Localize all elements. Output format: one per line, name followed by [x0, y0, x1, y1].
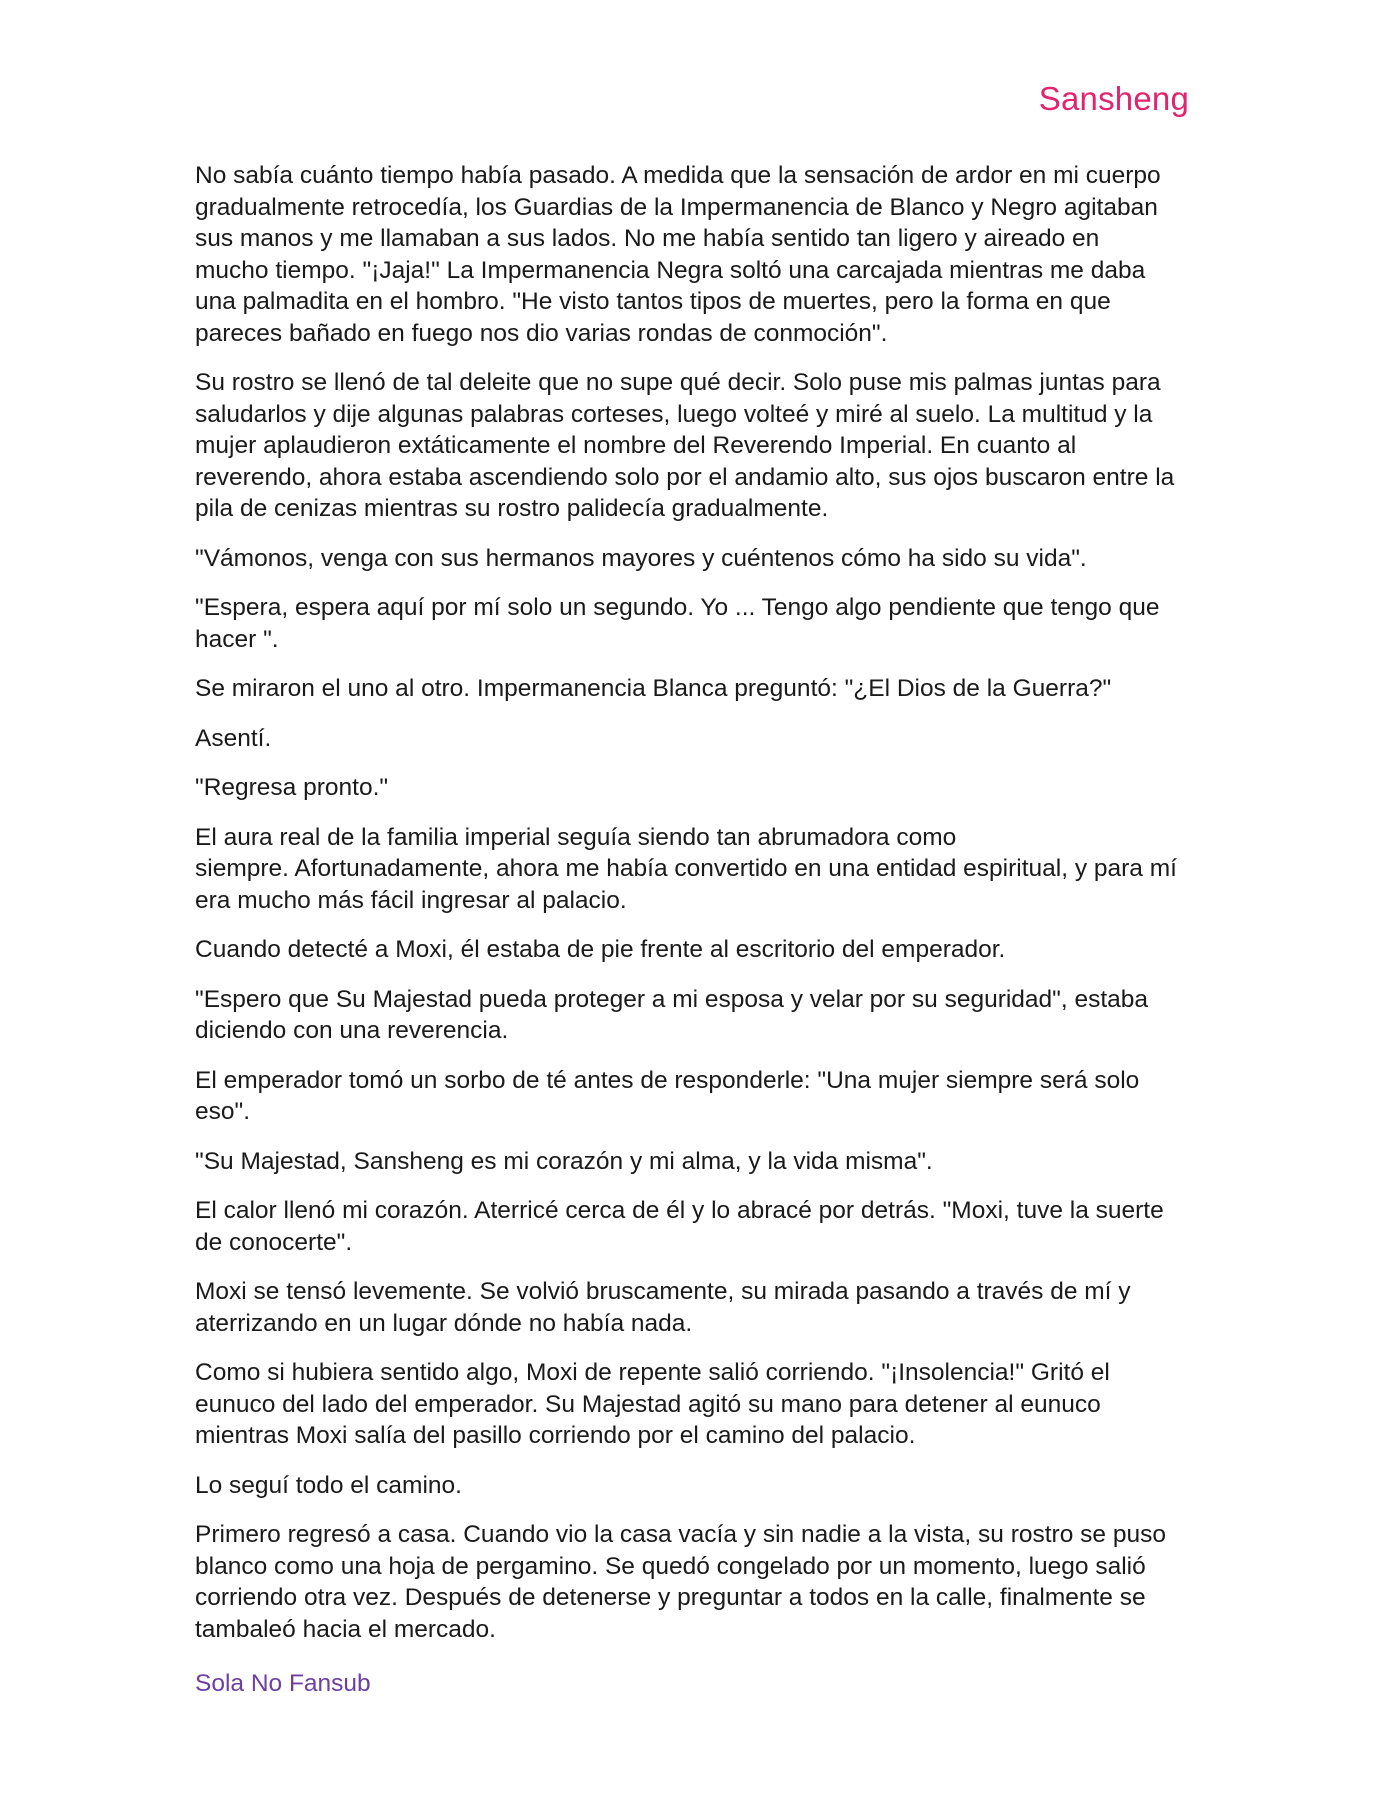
paragraph: Moxi se tensó levemente. Se volvió bruscamente, su mirada pasando a través de mí y aterrizando en un lugar dónde no había nada.	[195, 1278, 1131, 1337]
paragraph: Se miraron el uno al otro. Impermanencia Blanca preguntó: "¿El Dios de la Guerra?"	[195, 675, 1112, 702]
paragraph: Su rostro se llenó de tal deleite que no supe qué decir. Solo puse mis palmas juntas para saludarlos y dije algunas palabras corteses, luego volteé y miré al suelo. La multitud y la mujer aplaudieron extáticamente el nombre del Reverendo Imperial. En cuanto al reverendo, ahora estaba ascendiendo solo por el andamio alto, sus ojos buscaron entre la pila de cenizas mientras su rostro palidecía gradualmente.	[195, 369, 1175, 522]
paragraph: "Espera, espera aquí por mí solo un segundo. Yo ... Tengo algo pendiente que tengo que hacer ".	[195, 594, 1160, 653]
paragraph: "Espero que Su Majestad pueda proteger a mi esposa y velar por su seguridad", estaba diciendo con una reverencia.	[195, 985, 1149, 1044]
paragraph: El aura real de la familia imperial seguía siendo tan abrumadora como siempre. Afortunadamente, ahora me había convertido en una entidad espiritual, y para mí era mucho más fácil ingresar al palacio.	[195, 823, 1177, 914]
paragraph: Lo seguí todo el camino.	[195, 1471, 462, 1499]
paragraph: "Regresa pronto."	[195, 774, 389, 801]
paragraph: Como si hubiera sentido algo, Moxi de repente salió corriendo. "¡Insolencia!" Gritó el eunuco del lado del emperador. Su Majestad agitó su mano para detener al eunuco mientras Moxi salía del pasillo corriendo por el camino del palacio.	[195, 1359, 1110, 1449]
paragraph: "Vámonos, venga con sus hermanos mayores y cuéntenos cómo ha sido su vida".	[195, 544, 1087, 572]
paragraph: El calor llenó mi corazón. Aterricé cerca de él y lo abracé por detrás. "Moxi, tuve la suerte de conocerte".	[195, 1197, 1164, 1256]
footer-credit: Sola No Fansub	[195, 1670, 371, 1697]
paragraph: Asentí.	[195, 724, 272, 752]
paragraph: Primero regresó a casa. Cuando vio la casa vacía y sin nadie a la vista, su rostro se puso blanco como una hoja de pergamino. Se quedó congelado por un momento, luego salió corriendo otra vez. Después de detenerse y preguntar a todos en la calle, finalmente se tambaleó hacia el mercado.	[195, 1521, 1166, 1643]
paragraph: Cuando detecté a Moxi, él estaba de pie frente al escritorio del emperador.	[195, 936, 1006, 963]
paragraph: El emperador tomó un sorbo de té antes de responderle: "Una mujer siempre será solo eso".	[195, 1066, 1140, 1125]
page-header-title: Sansheng	[1038, 80, 1189, 117]
paragraph: No sabía cuánto tiempo había pasado. A medida que la sensación de ardor en mi cuerpo gradualmente retrocedía, los Guardias de la Impermanencia de Blanco y Negro agitaban sus manos y me llamaban a sus lados. No me había sentido tan ligero y aireado en mucho tiempo. "¡Jaja!" La Impermanencia Negra soltó una carcajada mientras me daba una palmadita en el hombro. "He visto tantos tipos de muertes, pero la forma en que pareces bañado en fuego nos dio varias rondas de conmoción".	[195, 162, 1161, 347]
document-body	[195, 160, 1207, 1663]
paragraph: "Su Majestad, Sansheng es mi corazón y mi alma, y la vida misma".	[195, 1147, 933, 1175]
